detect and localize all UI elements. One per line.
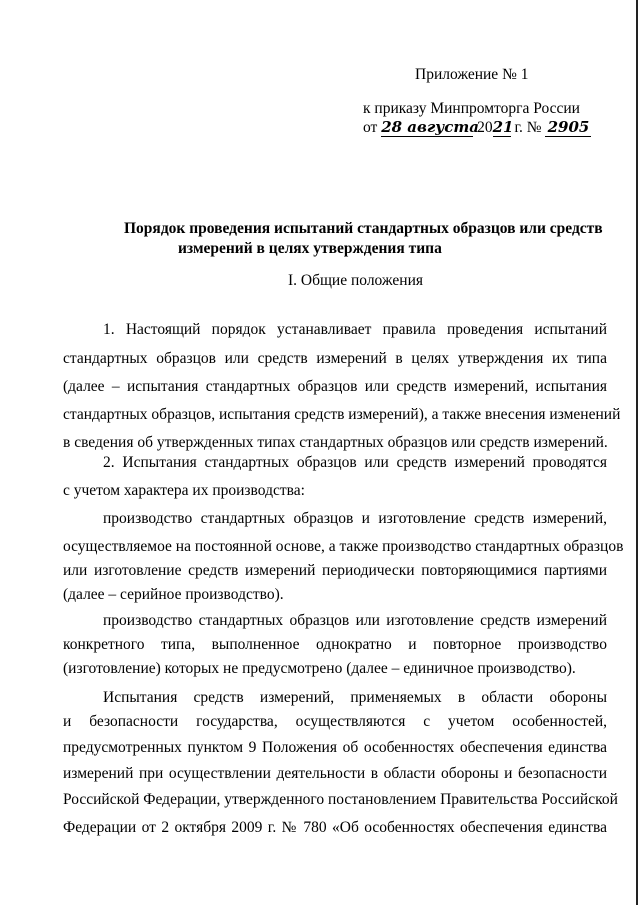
body-line: с учетом характера их производства:: [63, 482, 305, 499]
body-line: 2. Испытания стандартных образцов или средств измерений проводятся: [103, 454, 607, 471]
year-suffix: г. №: [514, 119, 542, 136]
document-title-line-2: измерений в целях утверждения типа: [178, 240, 442, 257]
section-heading: I. Общие положения: [288, 272, 424, 289]
date-prefix: от: [363, 119, 378, 136]
body-line: и безопасности государства, осуществляются с учетом особенностей,: [63, 713, 607, 730]
body-line: предусмотренных пунктом 9 Положения об особенностях обеспечения единства: [63, 739, 607, 756]
body-line: Российской Федерации, утвержденного постановлением Правительства Российской: [63, 791, 618, 808]
body-line: производство стандартных образцов и изготовление средств измерений,: [103, 510, 607, 527]
body-line: или изготовление средств измерений периодически повторяющимися партиями: [63, 562, 607, 579]
body-line: измерений при осуществлении деятельности в области обороны и безопасности: [63, 765, 607, 782]
body-line: производство стандартных образцов или изготовление средств измерений: [103, 612, 607, 629]
scan-edge-line: [636, 0, 638, 905]
body-line: (далее – серийное производство).: [63, 586, 284, 603]
order-reference: к приказу Минпромторга России: [363, 100, 580, 117]
appendix-label: Приложение № 1: [415, 66, 529, 83]
body-line: стандартных образцов или средств измерений в целях утверждения их типа: [63, 350, 607, 367]
handwritten-date: 28 августа: [381, 118, 480, 136]
body-line: Испытания средств измерений, применяемых в области обороны: [103, 689, 607, 706]
body-line: (изготовление) которых не предусмотрено (далее – единичное производство).: [63, 660, 576, 677]
body-line: 1. Настоящий порядок устанавливает правила проведения испытаний: [103, 321, 607, 338]
document-title-line-1: Порядок проведения испытаний стандартных образцов или средств: [124, 220, 603, 237]
year-printed: 20: [477, 119, 493, 136]
body-line: осуществляемое на постоянной основе, а также производство стандартных образцов: [63, 538, 624, 555]
body-line: конкретного типа, выполненное однократно и повторное производство: [63, 636, 607, 653]
body-line: стандартных образцов, испытания средств измерений), а также внесения изменений: [63, 406, 621, 423]
order-date-line: [363, 118, 591, 137]
handwritten-order-number: 2905: [545, 118, 591, 137]
handwritten-year: 21: [492, 118, 514, 136]
body-line: в сведения об утвержденных типах стандартных образцов или средств измерений.: [63, 434, 608, 451]
body-line: Федерации от 2 октября 2009 г. № 780 «Об особенностях обеспечения единства: [63, 819, 607, 836]
body-line: (далее – испытания стандартных образцов или средств измерений, испытания: [63, 378, 607, 395]
